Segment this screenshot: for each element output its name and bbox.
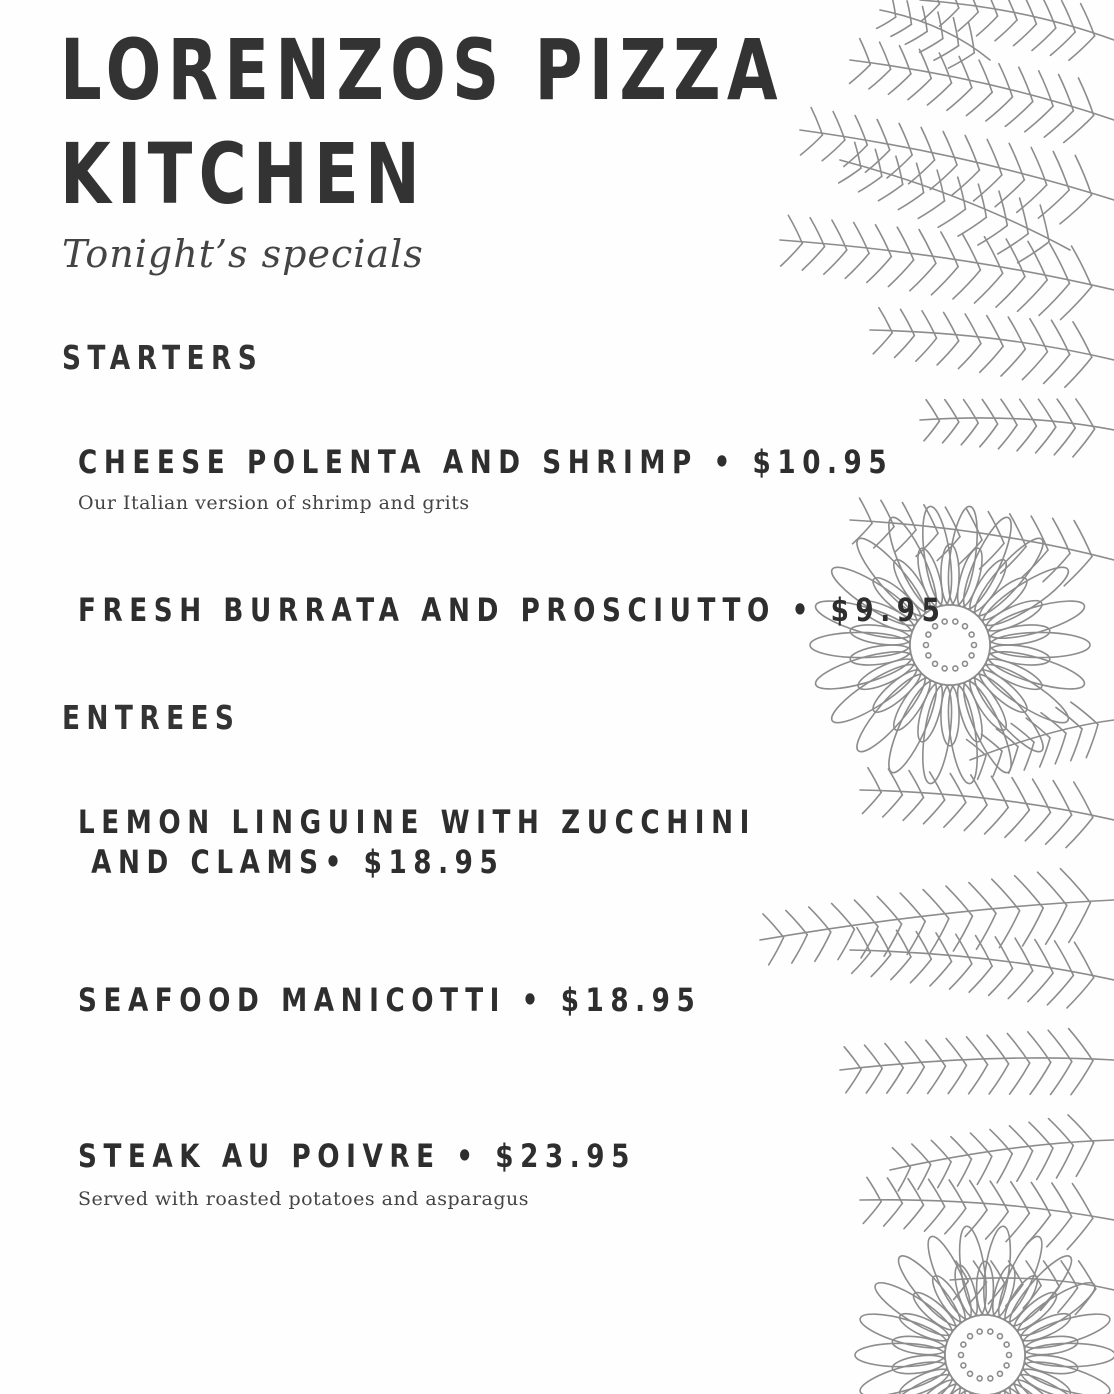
menu-item-seafood-manicotti: SEAFOOD MANICOTTI • $18.95 (78, 981, 702, 1019)
title-line-2: KITCHEN (60, 125, 427, 223)
menu-item-description: Served with roasted potatoes and asparagus (78, 1188, 530, 1210)
subtitle: Tonight’s specials (62, 232, 424, 276)
menu-item-line-2: AND CLAMS• $18.95 (91, 843, 505, 881)
section-heading-starters: STARTERS (62, 338, 264, 377)
floral-decoration-icon (740, 0, 1114, 1394)
menu-item-cheese-polenta: CHEESE POLENTA AND SHRIMP • $10.95 (78, 443, 894, 481)
menu-item-lemon-linguine (78, 802, 756, 882)
title-line-1: LORENZOS PIZZA (60, 21, 784, 119)
menu-item-line-1: LEMON LINGUINE WITH ZUCCHINI (78, 803, 756, 841)
menu-item-steak-au-poivre: STEAK AU POIVRE • $23.95 (78, 1137, 636, 1175)
menu-item-description: Our Italian version of shrimp and grits (78, 492, 470, 514)
restaurant-title (60, 18, 784, 226)
menu-item-burrata: FRESH BURRATA AND PROSCIUTTO • $9.95 (78, 591, 947, 629)
section-heading-entrees: ENTREES (62, 698, 241, 737)
